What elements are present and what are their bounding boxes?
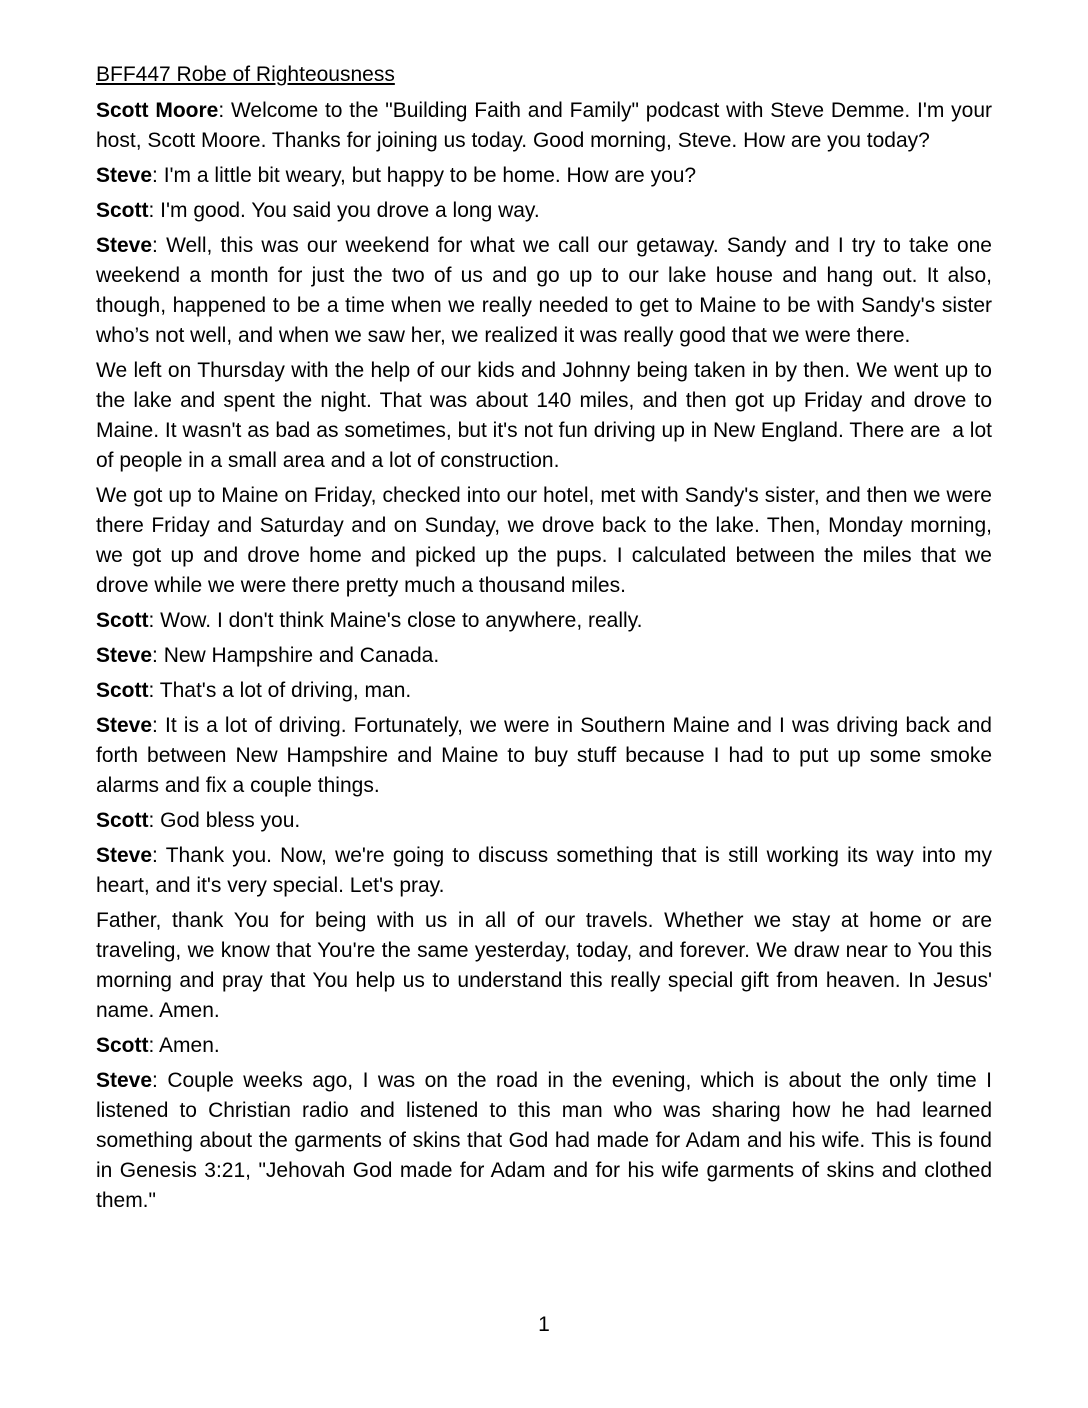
- transcript-paragraph: [96, 606, 992, 636]
- paragraph-text: : Wow. I don't think Maine's close to anywhere, really.: [148, 609, 643, 632]
- transcript-paragraph: [96, 1031, 992, 1061]
- transcript-paragraph: [96, 231, 998, 351]
- paragraph-text: : Thank you. Now, we're going to discuss something that is still working its way into my heart, and it's very special. Let's pray.: [96, 844, 998, 897]
- transcript-paragraph: [96, 96, 998, 156]
- speaker-name: Scott: [96, 679, 149, 702]
- paragraph-text: : Amen.: [148, 1034, 220, 1057]
- speaker-name: Scott: [96, 609, 149, 632]
- speaker-name: Scott: [96, 1034, 149, 1057]
- paragraph-text: : That's a lot of driving, man.: [148, 679, 412, 702]
- paragraph-text: We got up to Maine on Friday, checked into our hotel, met with Sandy's sister, and then we were there Friday and Saturday and on Sunday, we drove back to the lake. Then, Monday morning, we got up and drove home and picked up the pups. I calculated between the miles that we drove while we were there pretty much a thousand miles.: [96, 484, 998, 597]
- transcript-paragraph: [96, 356, 998, 476]
- paragraph-text: : God bless you.: [148, 809, 301, 832]
- transcript-paragraph: [96, 841, 998, 901]
- speaker-name: Steve: [96, 234, 153, 257]
- speaker-name: Scott: [96, 199, 149, 222]
- transcript-paragraph: [96, 196, 992, 226]
- transcript-paragraph: [96, 711, 998, 801]
- transcript-paragraph: [96, 481, 998, 601]
- speaker-name: Steve: [96, 1069, 153, 1092]
- transcript-paragraph: [96, 161, 992, 191]
- speaker-name: Scott Moore: [96, 99, 219, 122]
- speaker-name: Steve: [96, 164, 153, 187]
- page-title: BFF447 Robe of Righteousness: [96, 63, 395, 86]
- page-number: 1: [538, 1313, 550, 1336]
- transcript-paragraph: [96, 906, 998, 1026]
- paragraph-text: : I'm good. You said you drove a long way.: [148, 199, 540, 222]
- transcript-paragraph: [96, 676, 992, 706]
- transcript-paragraph: [96, 1066, 998, 1216]
- paragraph-text: : It is a lot of driving. Fortunately, we were in Southern Maine and I was driving back and forth between New Hampshire and Maine to buy stuff because I had to put up some smoke alarms and fix a couple things.: [96, 714, 998, 797]
- speaker-name: Steve: [96, 714, 153, 737]
- transcript-paragraph: [96, 806, 992, 836]
- paragraph-text: : Well, this was our weekend for what we call our getaway. Sandy and I try to take one weekend a month for just the two of us and go up to our lake house and hang out. It also, though, happened to be a time when we really needed to get to Maine to be with Sandy's sister who’s not well, and when we saw her, we realized it was really good that we were there.: [96, 234, 998, 347]
- paragraph-text: : Welcome to the "Building Faith and Family" podcast with Steve Demme. I'm your host, Scott Moore. Thanks for joining us today. Good morning, Steve. How are you today?: [96, 99, 998, 152]
- speaker-name: Scott: [96, 809, 149, 832]
- paragraph-text: We left on Thursday with the help of our kids and Johnny being taken in by then. We went up to the lake and spent the night. That was about 140 miles, and then got up Friday and drove to Maine. It wasn't as bad as sometimes, but it's not fun driving up in New England. There are a lot of people in a small area and a lot of construction.: [96, 359, 998, 472]
- paragraph-text: : New Hampshire and Canada.: [152, 644, 440, 667]
- paragraph-text: : Couple weeks ago, I was on the road in the evening, which is about the only time I listened to Christian radio and listened to this man who was sharing how he had learned something about the garments of skins that God had made for Adam and his wife. This is found in Genesis 3:21, "Jehovah God made for Adam and for his wife garments of skins and clothed them.": [96, 1069, 998, 1212]
- transcript-paragraph: [96, 641, 992, 671]
- paragraph-text: Father, thank You for being with us in all of our travels. Whether we stay at home or are traveling, we know that You're the same yesterday, today, and forever. We draw near to You this morning and pray that You help us to understand this really special gift from heaven. In Jesus' name. Amen.: [96, 909, 998, 1022]
- speaker-name: Steve: [96, 844, 153, 867]
- paragraph-text: : I'm a little bit weary, but happy to be home. How are you?: [152, 164, 697, 187]
- speaker-name: Steve: [96, 644, 153, 667]
